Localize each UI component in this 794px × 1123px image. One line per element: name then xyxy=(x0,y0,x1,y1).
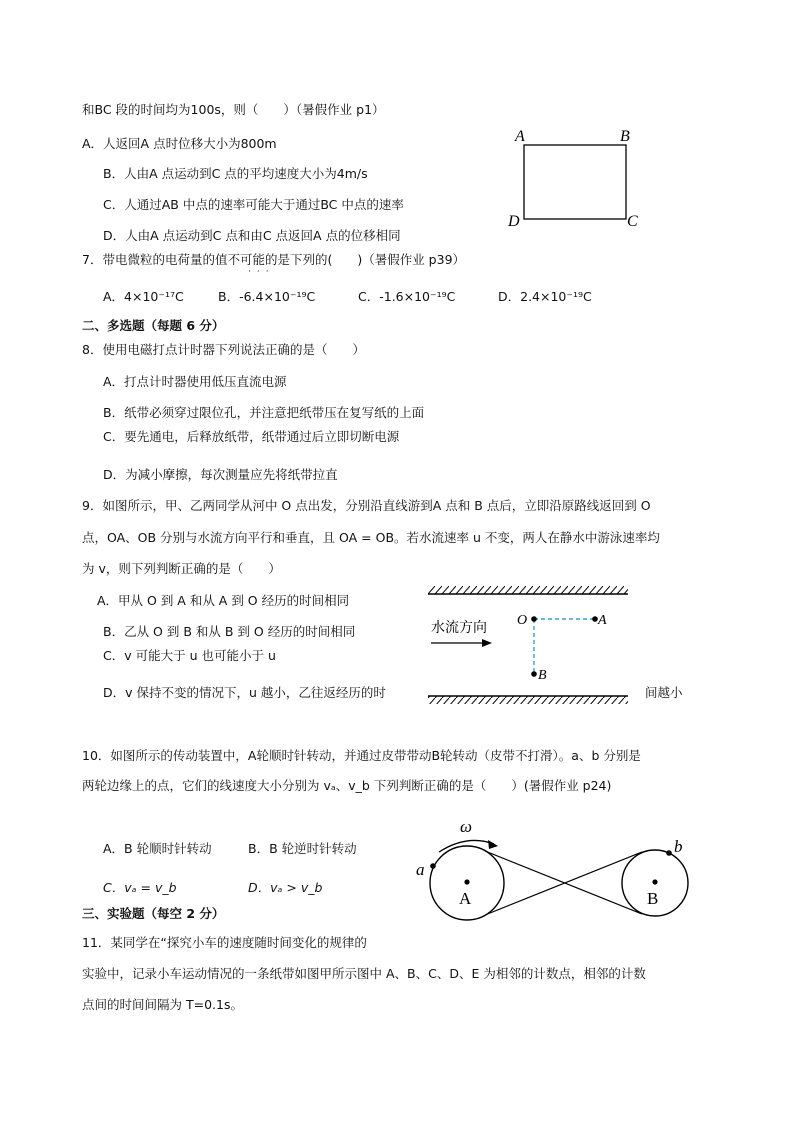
question-7: 7．带电微粒的电荷量的值不可能的是下列的( )（暑假作业 p39） xyxy=(82,252,466,267)
point-b-label: B xyxy=(538,668,547,683)
section-3-heading: 三、实验题（每空 2 分） xyxy=(82,906,225,921)
q9-option-d-tail: 间越小 xyxy=(645,685,683,700)
question-11-line-1: 11．某同学在“探究小车的速度随时间变化的规律的 xyxy=(82,935,367,950)
question-11-line-2: 实验中，记录小车运动情况的一条纸带如图甲所示图中 A、B、C、D、E 为相邻的计数点，相邻的计数 xyxy=(82,966,646,981)
q6-option-a: A．人返回A 点时位移大小为800m xyxy=(82,136,277,151)
wheel-a-label: A xyxy=(459,889,472,908)
emphasis-dots: ··· xyxy=(248,267,275,277)
question-9-line-2: 点，OA、OB 分别与水流方向平行和垂直，且 OA = OB。若水流速率 u 不变，两人在静水中游泳速率均 xyxy=(82,530,660,545)
q10-option-d: D．vₐ > v_b xyxy=(248,880,323,895)
q7-option-b: B．-6.4×10⁻¹⁹C xyxy=(218,289,316,304)
rectangle-figure xyxy=(505,125,645,230)
point-o-label: O xyxy=(517,613,528,628)
question-8: 8．使用电磁打点计时器下列说法正确的是（ ） xyxy=(82,342,365,357)
question-10-line-1: 10．如图所示的传动装置中，A轮顺时针转动，并通过皮带带动B轮转动（皮带不打滑）。a、b 分别是 xyxy=(82,748,641,763)
rect-label-a: A xyxy=(515,128,525,145)
q6-stem-tail: 和BC 段的时间均为100s，则（ ）（暑假作业 p1） xyxy=(82,102,385,117)
q8-option-b: B．纸带必须穿过限位孔，并注意把纸带压在复写纸的上面 xyxy=(103,405,425,420)
q10-option-c: C．vₐ = v_b xyxy=(103,880,177,895)
question-9-line-1: 9．如图所示，甲、乙两同学从河中 O 点出发，分别沿直线游到A 点和 B 点后，立即沿原路线返回到 O xyxy=(82,498,651,513)
flow-direction-label: 水流方向 xyxy=(431,621,487,636)
q8-option-d: D．为减小摩擦，每次测量应先将纸带拉直 xyxy=(103,467,338,482)
river-figure xyxy=(428,586,628,706)
rect-label-b: B xyxy=(620,128,630,145)
point-a-label: A xyxy=(598,613,607,628)
q8-option-a: A．打点计时器使用低压直流电源 xyxy=(103,374,287,389)
omega-label: ω xyxy=(460,817,473,836)
q8-option-c: C．要先通电，后释放纸带，纸带通过后立即切断电源 xyxy=(103,429,400,444)
q9-option-a: A．甲从 O 到 A 和从 A 到 O 经历的时间相同 xyxy=(97,593,350,608)
q9-option-d: D．v 保持不变的情况下，u 越小，乙往返经历的时 xyxy=(103,685,386,700)
point-b-small-label: b xyxy=(674,837,683,856)
q10-option-b: B．B 轮逆时针转动 xyxy=(248,841,357,856)
q6-option-d: D．人由A 点运动到C 点和由C 点返回A 点的位移相同 xyxy=(103,228,401,243)
q6-option-b: B．人由A 点运动到C 点的平均速度大小为4m/s xyxy=(103,166,368,181)
question-11-line-3: 点间的时间间隔为 T=0.1s。 xyxy=(82,997,243,1012)
q9-option-c: C．v 可能大于 u 也可能小于 u xyxy=(103,648,276,663)
rect-label-c: C xyxy=(627,213,638,230)
question-10-line-2: 两轮边缘上的点，它们的线速度大小分别为 vₐ、v_b 下列判断正确的是（ ）(暑假作业 p24) xyxy=(82,778,612,793)
pulley-figure xyxy=(412,812,702,922)
q7-option-d: D．2.4×10⁻¹⁹C xyxy=(498,289,592,304)
q6-option-c: C．人通过AB 中点的速率可能大于通过BC 中点的速率 xyxy=(103,197,404,212)
rect-label-d: D xyxy=(508,213,520,230)
point-a-small-label: a xyxy=(416,860,425,879)
question-9-line-3: 为 v，则下列判断正确的是（ ） xyxy=(82,561,281,576)
q10-option-a: A．B 轮顺时针转动 xyxy=(103,841,212,856)
section-2-heading: 二、多选题（每题 6 分） xyxy=(82,318,225,333)
wheel-b-label: B xyxy=(647,889,659,908)
q7-option-a: A．4×10⁻¹⁷C xyxy=(103,289,184,304)
q7-option-c: C．-1.6×10⁻¹⁹C xyxy=(358,289,456,304)
q9-option-b: B．乙从 O 到 B 和从 B 到 O 经历的时间相同 xyxy=(103,624,356,639)
